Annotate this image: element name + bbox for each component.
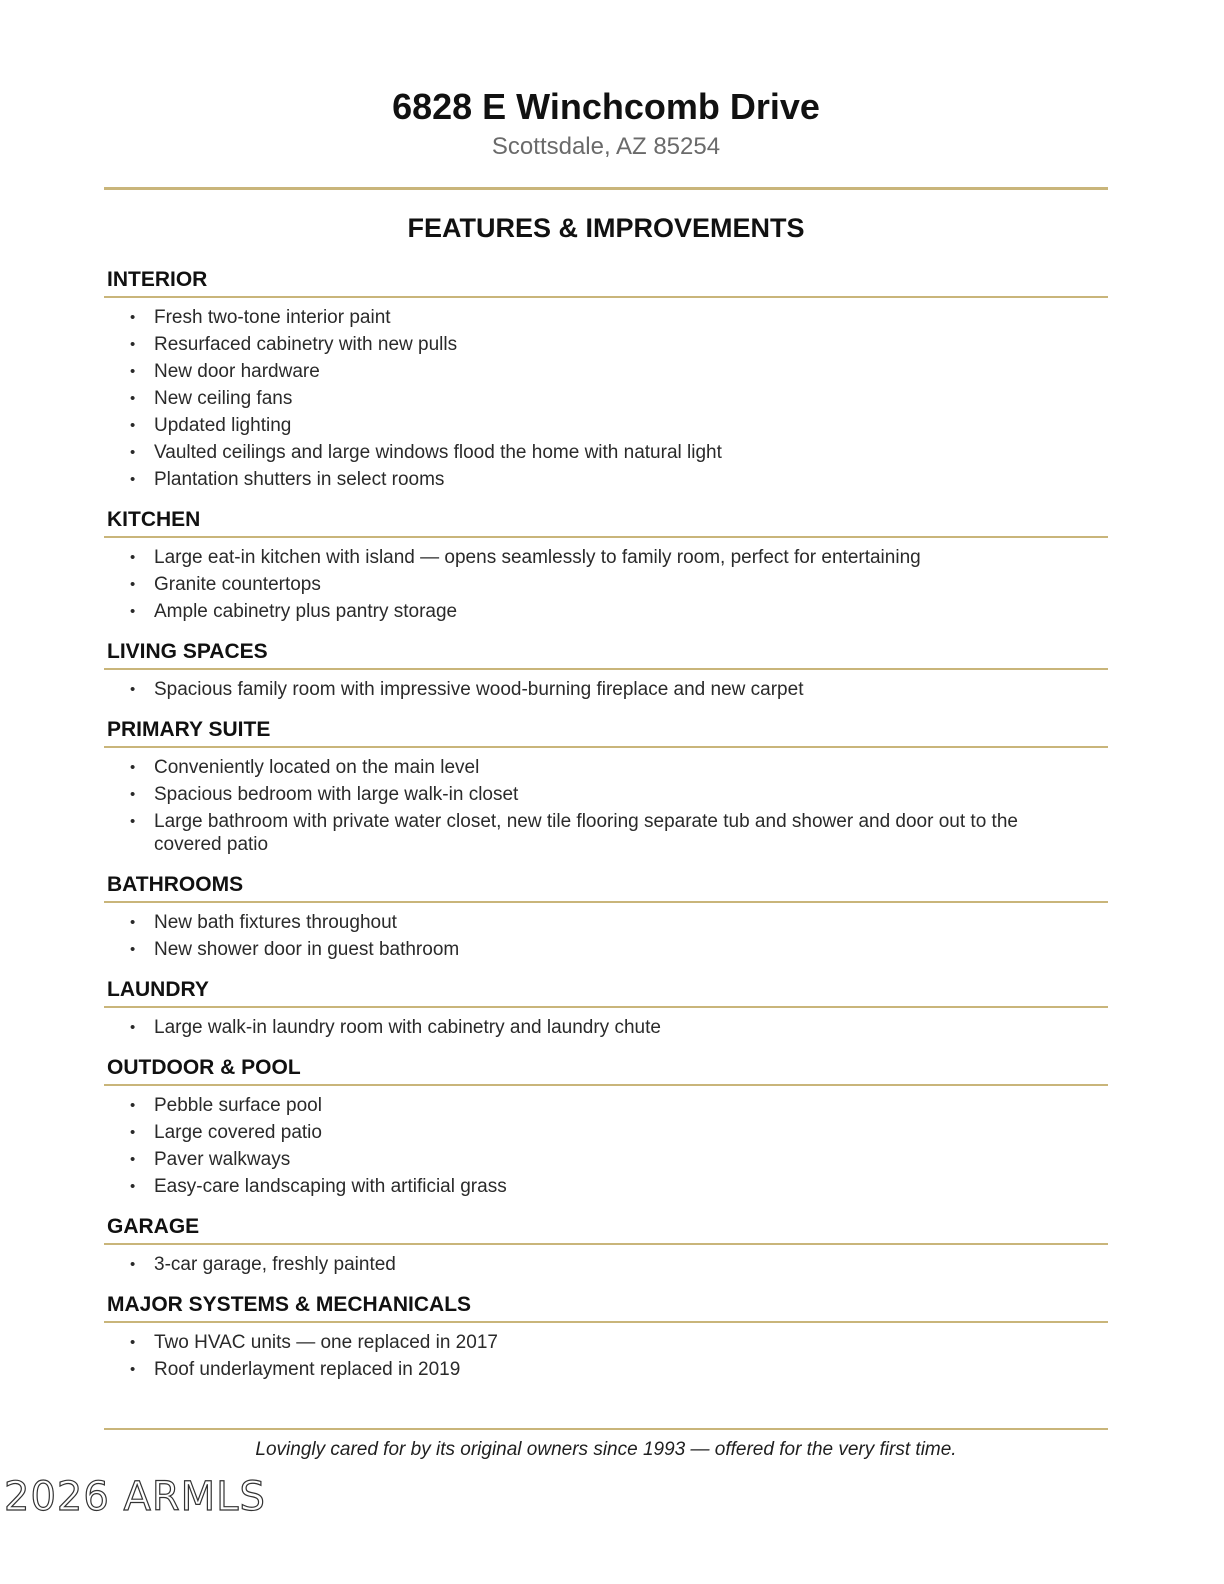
feature-list-item: [104, 1094, 1108, 1117]
watermark-text: 2026 ARMLS: [4, 1474, 266, 1520]
feature-list-item: [104, 1175, 1108, 1198]
feature-list: [104, 1331, 1108, 1381]
feature-section: [104, 1214, 1108, 1276]
feature-list-item: [104, 414, 1108, 437]
feature-list: [104, 1016, 1108, 1039]
feature-list-item: [104, 1016, 1108, 1039]
section-title: GARAGE: [104, 1214, 1108, 1245]
bullet-icon: •: [130, 786, 136, 803]
feature-text: New shower door in guest bathroom: [154, 939, 460, 960]
bullet-icon: •: [130, 1097, 136, 1114]
bullet-icon: •: [130, 681, 136, 698]
feature-text: Pebble surface pool: [154, 1095, 322, 1116]
bullet-icon: •: [130, 603, 136, 620]
feature-text: Resurfaced cabinetry with new pulls: [154, 334, 458, 355]
section-title: PRIMARY SUITE: [104, 717, 1108, 748]
feature-text: Roof underlayment replaced in 2019: [154, 1359, 461, 1380]
feature-text: New ceiling fans: [154, 388, 293, 409]
feature-text: Vaulted ceilings and large windows flood the home with natural light: [154, 442, 722, 463]
feature-list-item: [104, 1331, 1108, 1354]
feature-text: Plantation shutters in select rooms: [154, 469, 445, 490]
feature-list: [104, 1253, 1108, 1276]
bullet-icon: •: [130, 813, 136, 830]
bullet-icon: •: [130, 941, 136, 958]
bullet-icon: •: [130, 1019, 136, 1036]
feature-text: Large walk-in laundry room with cabinetry and laundry chute: [154, 1017, 661, 1038]
property-city-state-zip: Scottsdale, AZ 85254: [491, 133, 721, 160]
bullet-icon: •: [130, 444, 136, 461]
feature-list-item: [104, 911, 1108, 934]
bullet-icon: •: [130, 914, 136, 931]
feature-list-item: [104, 1121, 1108, 1144]
bullet-icon: •: [130, 1361, 136, 1378]
feature-list-item: [104, 938, 1108, 961]
property-address: 6828 E Winchcomb Drive: [392, 86, 820, 127]
feature-list-item: [104, 441, 1108, 464]
feature-list: [104, 306, 1108, 491]
feature-list-item: [104, 1358, 1108, 1381]
feature-text: Granite countertops: [154, 574, 321, 595]
feature-section: [104, 977, 1108, 1039]
feature-list-item: [104, 1253, 1108, 1276]
bullet-icon: •: [130, 1334, 136, 1351]
feature-list: [104, 546, 1108, 623]
document-heading: FEATURES & IMPROVEMENTS: [407, 213, 805, 243]
feature-section: [104, 872, 1108, 961]
feature-text: Fresh two-tone interior paint: [154, 307, 391, 328]
feature-list-item: [104, 573, 1108, 596]
feature-text: Large covered patio: [154, 1122, 322, 1143]
bullet-icon: •: [130, 336, 136, 353]
feature-text: Large bathroom with private water closet, new tile flooring separate tub and shower and door out to the covered patio: [154, 811, 1018, 855]
section-title: OUTDOOR & POOL: [104, 1055, 1108, 1086]
bullet-icon: •: [130, 549, 136, 566]
feature-text: New door hardware: [154, 361, 320, 382]
feature-section: [104, 639, 1108, 701]
feature-section: [104, 1292, 1108, 1381]
header-divider: [104, 187, 1108, 190]
feature-text: Paver walkways: [154, 1149, 291, 1170]
section-title: KITCHEN: [104, 507, 1108, 538]
feature-list-item: [104, 678, 1108, 701]
section-title: BATHROOMS: [104, 872, 1108, 903]
feature-list-item: [104, 783, 1108, 806]
feature-text: Spacious bedroom with large walk-in closet: [154, 784, 519, 805]
section-title: LAUNDRY: [104, 977, 1108, 1008]
bullet-icon: •: [130, 1124, 136, 1141]
feature-section: [104, 1055, 1108, 1198]
feature-list-item: [104, 333, 1108, 356]
feature-text: Ample cabinetry plus pantry storage: [154, 601, 458, 622]
feature-section: [104, 717, 1108, 856]
bullet-icon: •: [130, 759, 136, 776]
section-title: LIVING SPACES: [104, 639, 1108, 670]
bullet-icon: •: [130, 1151, 136, 1168]
section-title: INTERIOR: [104, 267, 1108, 298]
feature-text: New bath fixtures throughout: [154, 912, 397, 933]
feature-list: [104, 911, 1108, 961]
footer-note: Lovingly cared for by its original owners since 1993 — offered for the very first time.: [255, 1439, 957, 1460]
feature-list: [104, 756, 1108, 856]
section-title: MAJOR SYSTEMS & MECHANICALS: [104, 1292, 1108, 1323]
feature-list-item: [104, 306, 1108, 329]
bullet-icon: •: [130, 576, 136, 593]
bullet-icon: •: [130, 390, 136, 407]
feature-text: Updated lighting: [154, 415, 292, 436]
feature-text: Spacious family room with impressive wood-burning fireplace and new carpet: [154, 679, 804, 700]
feature-list-item: [104, 600, 1108, 623]
bullet-icon: •: [130, 471, 136, 488]
bullet-icon: •: [130, 1178, 136, 1195]
bullet-icon: •: [130, 1256, 136, 1273]
bullet-icon: •: [130, 309, 136, 326]
feature-section: [104, 267, 1108, 491]
feature-list-item: [104, 387, 1108, 410]
feature-list-item: [104, 546, 1108, 569]
feature-list: [104, 1094, 1108, 1198]
feature-text: 3-car garage, freshly painted: [154, 1254, 396, 1275]
feature-list-item: [104, 360, 1108, 383]
footer-divider: [104, 1428, 1108, 1430]
feature-text: Large eat-in kitchen with island — opens seamlessly to family room, perfect for entertaining: [154, 547, 921, 568]
feature-list: [104, 678, 1108, 701]
feature-list-item: [104, 1148, 1108, 1171]
bullet-icon: •: [130, 363, 136, 380]
feature-section: [104, 507, 1108, 623]
feature-text: Two HVAC units — one replaced in 2017: [154, 1332, 498, 1353]
feature-text: Easy-care landscaping with artificial grass: [154, 1176, 507, 1197]
feature-list-item: [104, 810, 1108, 856]
feature-list-item: [104, 468, 1108, 491]
feature-list-item: [104, 756, 1108, 779]
feature-text: Conveniently located on the main level: [154, 757, 480, 778]
features-sections: [104, 267, 1108, 1397]
bullet-icon: •: [130, 417, 136, 434]
